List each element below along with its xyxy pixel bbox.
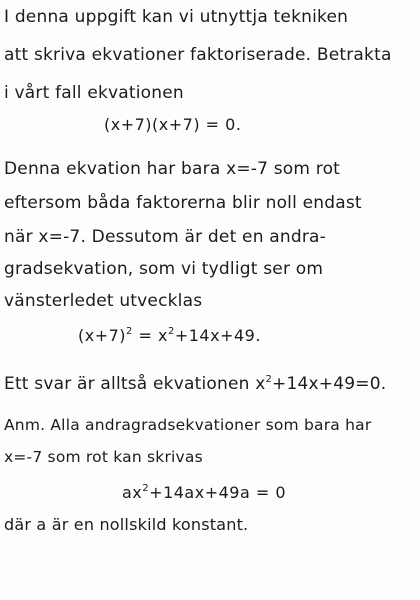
paragraph2-line3: när x=-7. Dessutom är det en andra- bbox=[4, 227, 327, 247]
paragraph1-line1: I denna uppgift kan vi utnyttja tekniken bbox=[4, 7, 349, 27]
remark-line2: x=-7 som rot kan skrivas bbox=[4, 448, 203, 466]
expanded-rhs-rest: +14x+49. bbox=[174, 326, 261, 345]
closing-line: där a är en nollskild konstant. bbox=[4, 515, 249, 534]
paragraph2-line2: eftersom båda faktorerna blir noll endast bbox=[4, 193, 362, 213]
equation-general bbox=[122, 482, 286, 504]
answer-text-after: +14x+49=0. bbox=[272, 374, 387, 394]
answer-text-before: Ett svar är alltså ekvationen x bbox=[4, 374, 266, 394]
answer-exponent: 2 bbox=[265, 374, 273, 385]
general-base: ax bbox=[122, 483, 143, 502]
paragraph2-line4: gradsekvation, som vi tydligt ser om bbox=[4, 259, 324, 279]
remark-line1: Anm. Alla andragradsekvationer som bara har bbox=[4, 416, 372, 434]
expanded-rhs-exponent: 2 bbox=[167, 326, 175, 337]
answer-line bbox=[4, 373, 386, 395]
paragraph1-line3: i vårt fall ekvationen bbox=[4, 83, 184, 103]
paragraph2-line1: Denna ekvation har bara x=-7 som rot bbox=[4, 159, 341, 179]
expanded-lhs-exponent: 2 bbox=[126, 326, 133, 337]
expanded-mid: = x bbox=[132, 326, 168, 345]
paragraph2-line5: vänsterledet utvecklas bbox=[4, 291, 203, 311]
general-exponent: 2 bbox=[142, 483, 150, 494]
equation-expanded bbox=[78, 325, 261, 347]
equation-factored: (x+7)(x+7) = 0. bbox=[104, 115, 242, 134]
expanded-lhs-base: (x+7) bbox=[78, 326, 127, 345]
paragraph1-line2: att skriva ekvationer faktoriserade. Betrakta bbox=[4, 45, 392, 65]
general-rest: +14ax+49a = 0 bbox=[149, 483, 287, 502]
